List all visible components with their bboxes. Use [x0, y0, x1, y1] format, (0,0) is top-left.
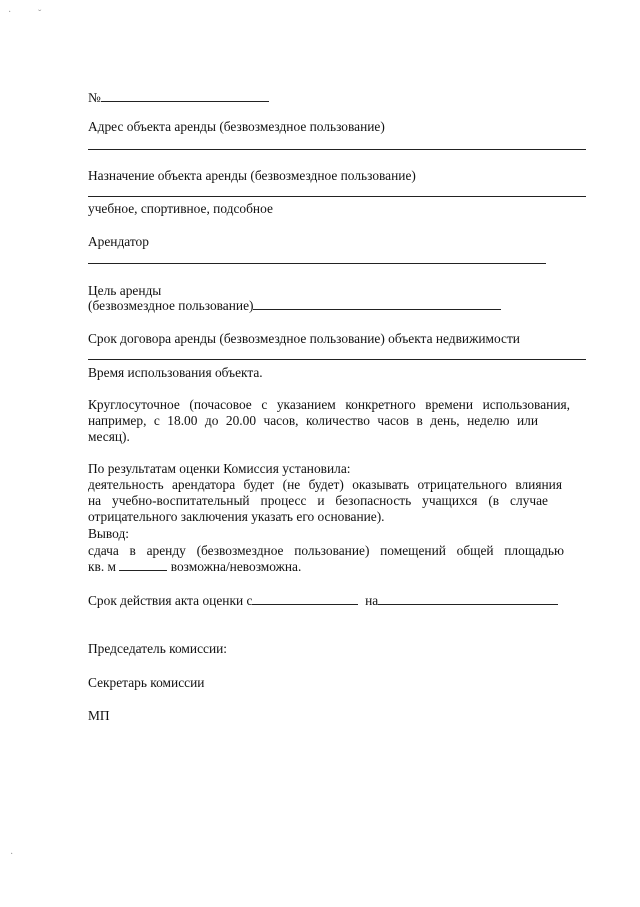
- commission-line-3: на учебно-воспитательный процесс и безопасность учащихся (в случае: [88, 493, 548, 508]
- scan-speck: ·: [8, 7, 12, 18]
- number-blank[interactable]: [101, 90, 269, 102]
- scan-speck: ·: [10, 849, 14, 860]
- seal-label: МП: [88, 708, 110, 723]
- conclusion-area-suffix: возможна/невозможна.: [170, 559, 302, 574]
- secretary-label: Секретарь комиссии: [88, 675, 205, 690]
- conclusion-area-prefix: кв. м: [88, 559, 116, 574]
- tenant-blank[interactable]: [88, 263, 546, 264]
- validity-to-blank[interactable]: [378, 593, 558, 605]
- usage-line-1: Круглосуточное (почасовое с указанием конкретного времени использования,: [88, 397, 570, 412]
- aim-label: Цель аренды: [88, 283, 162, 298]
- chairman-label: Председатель комиссии:: [88, 641, 228, 656]
- aim-label-2: (безвозмездное пользование): [88, 298, 254, 313]
- validity-prefix: Срок действия акта оценки с: [88, 593, 253, 608]
- address-blank[interactable]: [88, 149, 586, 150]
- conclusion-line-1: сдача в аренду (безвозмездное пользование) помещений общей площадью: [88, 543, 564, 558]
- address-label: Адрес объекта аренды (безвозмездное пользование): [88, 119, 385, 134]
- validity-field: [88, 593, 558, 609]
- aim-field: [88, 298, 501, 314]
- number-label: №: [88, 90, 101, 105]
- commission-line-2: деятельность арендатора будет (не будет) оказывать отрицательного влияния: [88, 477, 562, 492]
- area-blank[interactable]: [119, 559, 167, 571]
- aim-blank[interactable]: [253, 298, 501, 310]
- purpose-blank[interactable]: [88, 196, 586, 197]
- validity-from-blank[interactable]: [252, 593, 358, 605]
- term-label: Срок договора аренды (безвозмездное пользование) объекта недвижимости: [88, 331, 520, 346]
- number-field: [88, 90, 269, 106]
- usage-time-label: Время использования объекта.: [88, 365, 263, 380]
- tenant-label: Арендатор: [88, 234, 149, 249]
- validity-mid: на: [365, 593, 379, 608]
- conclusion-line-2: [88, 559, 301, 575]
- commission-line-4: отрицательного заключения указать его основание).: [88, 509, 385, 524]
- term-blank[interactable]: [88, 359, 586, 360]
- usage-line-2: например, с 18.00 до 20.00 часов, количество часов в день, неделю или: [88, 413, 538, 428]
- purpose-value: учебное, спортивное, подсобное: [88, 201, 273, 216]
- purpose-label: Назначение объекта аренды (безвозмездное пользование): [88, 168, 416, 183]
- scan-speck: ˇ: [38, 9, 42, 20]
- commission-line-1: По результатам оценки Комиссия установила:: [88, 461, 351, 476]
- usage-line-3: месяц).: [88, 429, 130, 444]
- conclusion-label: Вывод:: [88, 526, 130, 541]
